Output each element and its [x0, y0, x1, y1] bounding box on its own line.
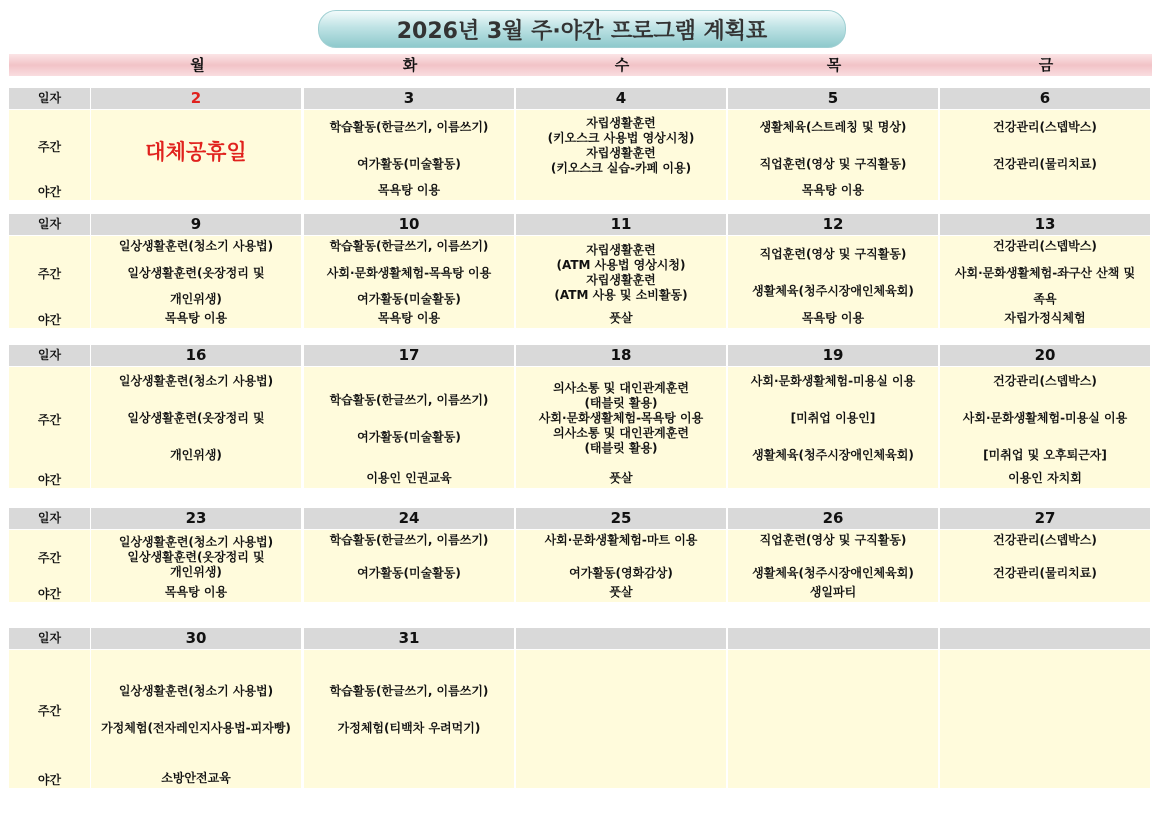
week-block [9, 628, 1152, 787]
night-program-item: 목욕탕 이용 [164, 585, 228, 599]
program-item: 여가활동(미술활동) [357, 566, 461, 580]
program-item: 자립생활훈련 [586, 116, 656, 130]
program-item: 개인위생) [170, 292, 222, 306]
program-item: 사회·문화생활체험-미용실 이용 [962, 411, 1128, 425]
weekday-header [9, 54, 1152, 76]
program-item: 족욕 [1033, 292, 1057, 306]
night-program-item: 풋살 [609, 311, 633, 325]
date-cell: 2 [91, 88, 301, 109]
program-item: 학습활동(한글쓰기, 이름쓰기) [329, 239, 489, 253]
row-label-date: 일자 [9, 345, 90, 366]
row-label-date: 일자 [9, 88, 90, 109]
program-item: 학습활동(한글쓰기, 이름쓰기) [329, 684, 489, 698]
night-program-item: 생일파티 [809, 585, 857, 599]
row-label-day: 주간 [37, 140, 62, 154]
night-program-item: 소방안전교육 [161, 771, 231, 785]
program-item: 의사소통 및 대인관계훈련 [553, 381, 689, 395]
program-item: 직업훈련(영상 및 구직활동) [759, 247, 907, 261]
program-item: [미취업 이용인] [790, 411, 876, 425]
date-cell: 23 [91, 508, 301, 529]
program-item: 건강관리(물리치료) [993, 566, 1097, 580]
program-item: 개인위생) [170, 448, 222, 462]
program-item: [미취업 및 오후퇴근자] [983, 448, 1107, 462]
program-item: 생활체육(청주시장애인체육회) [752, 566, 914, 580]
program-item: 학습활동(한글쓰기, 이름쓰기) [329, 392, 489, 407]
night-program-item: 자립가정식체험 [1004, 311, 1086, 325]
program-item: 가정체험(티백차 우려먹기) [337, 721, 481, 735]
program-item: 사회·문화생활체험-마트 이용 [544, 533, 698, 547]
program-item: 생활체육(청주시장애인체육회) [752, 284, 914, 298]
row-label-night: 야간 [37, 773, 62, 787]
program-item: (키오스크 실습-카페 이용) [550, 161, 692, 175]
weekday-tue: 화 [402, 56, 418, 74]
date-cell: 18 [516, 345, 726, 366]
date-cell: 10 [304, 214, 514, 235]
program-item: 여가활동(미술활동) [357, 292, 461, 306]
date-cell: 20 [940, 345, 1150, 366]
program-item: 일상생활훈련(청소기 사용법) [118, 374, 274, 388]
night-program-item: 이용인 인권교육 [366, 471, 452, 485]
date-cell: 5 [728, 88, 938, 109]
program-item: (키오스크 사용법 영상시청) [547, 131, 695, 145]
program-item: 개인위생) [170, 564, 222, 579]
night-program-item: 풋살 [609, 471, 633, 485]
row-label-day: 주간 [37, 551, 62, 565]
row-label-day: 주간 [37, 704, 62, 718]
row-label-date: 일자 [9, 628, 90, 649]
night-program-item: 목욕탕 이용 [801, 183, 865, 197]
label-column-bg [9, 367, 90, 488]
date-cell: 11 [516, 214, 726, 235]
date-cell: 3 [304, 88, 514, 109]
date-cell: 27 [940, 508, 1150, 529]
program-item: 여가활동(미술활동) [357, 157, 461, 171]
row-label-day: 주간 [37, 267, 62, 281]
program-item: 생활체육(청주시장애인체육회) [752, 448, 914, 462]
night-program-item: 목욕탕 이용 [377, 183, 441, 197]
date-cell: 17 [304, 345, 514, 366]
program-item: (태블릿 활용) [584, 441, 658, 455]
program-item: 건강관리(스뎁박스) [993, 239, 1097, 253]
program-item: 학습활동(한글쓰기, 이름쓰기) [329, 533, 489, 547]
week-block [9, 214, 1152, 327]
date-cell [728, 628, 938, 649]
day-cell [728, 650, 938, 788]
program-item: 직업훈련(영상 및 구직활동) [759, 157, 907, 171]
date-cell: 4 [516, 88, 726, 109]
program-item: 일상생활훈련(청소기 사용법) [118, 684, 274, 698]
date-cell: 31 [304, 628, 514, 649]
date-cell: 12 [728, 214, 938, 235]
weekday-thu: 목 [826, 56, 842, 74]
program-item: 여가활동(영화감상) [569, 566, 673, 580]
program-item: 자립생활훈련 [586, 146, 656, 160]
row-label-day: 주간 [37, 412, 62, 427]
program-item: 여가활동(미술활동) [357, 429, 461, 444]
program-item: 직업훈련(영상 및 구직활동) [759, 533, 907, 547]
program-item: 일상생활훈련(청소기 사용법) [118, 239, 274, 253]
program-item: 건강관리(스뎁박스) [993, 533, 1097, 547]
weekday-wed: 수 [614, 56, 630, 74]
date-cell [516, 628, 726, 649]
night-program-item: 이용인 자치회 [1008, 471, 1082, 485]
program-item: 건강관리(물리치료) [993, 157, 1097, 171]
date-cell: 24 [304, 508, 514, 529]
night-program-item: 목욕탕 이용 [377, 311, 441, 325]
program-item: 일상생활훈련(옷장정리 및 [127, 265, 265, 280]
date-cell: 6 [940, 88, 1150, 109]
day-cell [91, 650, 301, 788]
row-label-date: 일자 [9, 508, 90, 529]
program-item: 건강관리(스뎁박스) [993, 120, 1097, 134]
date-cell: 9 [91, 214, 301, 235]
row-label-night: 야간 [37, 313, 62, 327]
program-item: (태블릿 활용) [584, 396, 658, 410]
program-item: 사회·문화생활체험-미용실 이용 [750, 374, 916, 388]
program-item: 자립생활훈련 [586, 243, 656, 257]
program-item: 건강관리(스뎁박스) [993, 374, 1097, 388]
day-cell [304, 650, 514, 788]
program-item: 일상생활훈련(옷장정리 및 [127, 411, 265, 425]
date-cell: 13 [940, 214, 1150, 235]
row-label-date: 일자 [9, 214, 90, 235]
program-item: 일상생활훈련(청소기 사용법) [118, 534, 274, 549]
date-cell: 19 [728, 345, 938, 366]
program-item: 사회·문화생활체험-목욕탕 이용 [538, 411, 704, 425]
week-block [9, 508, 1152, 601]
program-item: 일상생활훈련(옷장정리 및 [127, 549, 265, 564]
date-cell [940, 628, 1150, 649]
program-item: 가정체험(전자레인지사용법-피자빵) [101, 721, 291, 735]
date-cell: 25 [516, 508, 726, 529]
day-cell [940, 650, 1150, 788]
page-title: 2026년 3월 주·야간 프로그램 계획표 [318, 10, 846, 48]
program-item: 사회·문화생활체험-목욕탕 이용 [326, 265, 492, 280]
program-item: 생활체육(스트레칭 및 명상) [759, 120, 907, 134]
row-label-night: 야간 [37, 185, 62, 199]
weekday-mon: 월 [190, 56, 205, 74]
date-cell: 16 [91, 345, 301, 366]
program-item: 자립생활훈련 [586, 273, 656, 287]
night-program-item: 목욕탕 이용 [801, 311, 865, 325]
night-program-item: 풋살 [609, 585, 633, 599]
program-item: 사회·문화생활체험-좌구산 산책 및 [954, 265, 1136, 280]
date-cell: 30 [91, 628, 301, 649]
row-label-night: 야간 [37, 587, 62, 601]
night-program-item: 목욕탕 이용 [164, 311, 228, 325]
day-cell [516, 650, 726, 788]
day-cell [304, 367, 514, 488]
program-item: 의사소통 및 대인관계훈련 [553, 426, 689, 440]
holiday-label: 대체공휴일 [145, 140, 247, 164]
program-item: 학습활동(한글쓰기, 이름쓰기) [329, 120, 489, 134]
label-column-bg [9, 650, 90, 788]
week-block [9, 345, 1152, 487]
program-item: (ATM 사용 및 소비활동) [554, 288, 688, 302]
row-label-night: 야간 [37, 473, 62, 487]
weekday-fri: 금 [1038, 56, 1054, 74]
program-item: (ATM 사용법 영상시청) [556, 258, 686, 272]
date-cell: 26 [728, 508, 938, 529]
week-block [9, 88, 1152, 199]
